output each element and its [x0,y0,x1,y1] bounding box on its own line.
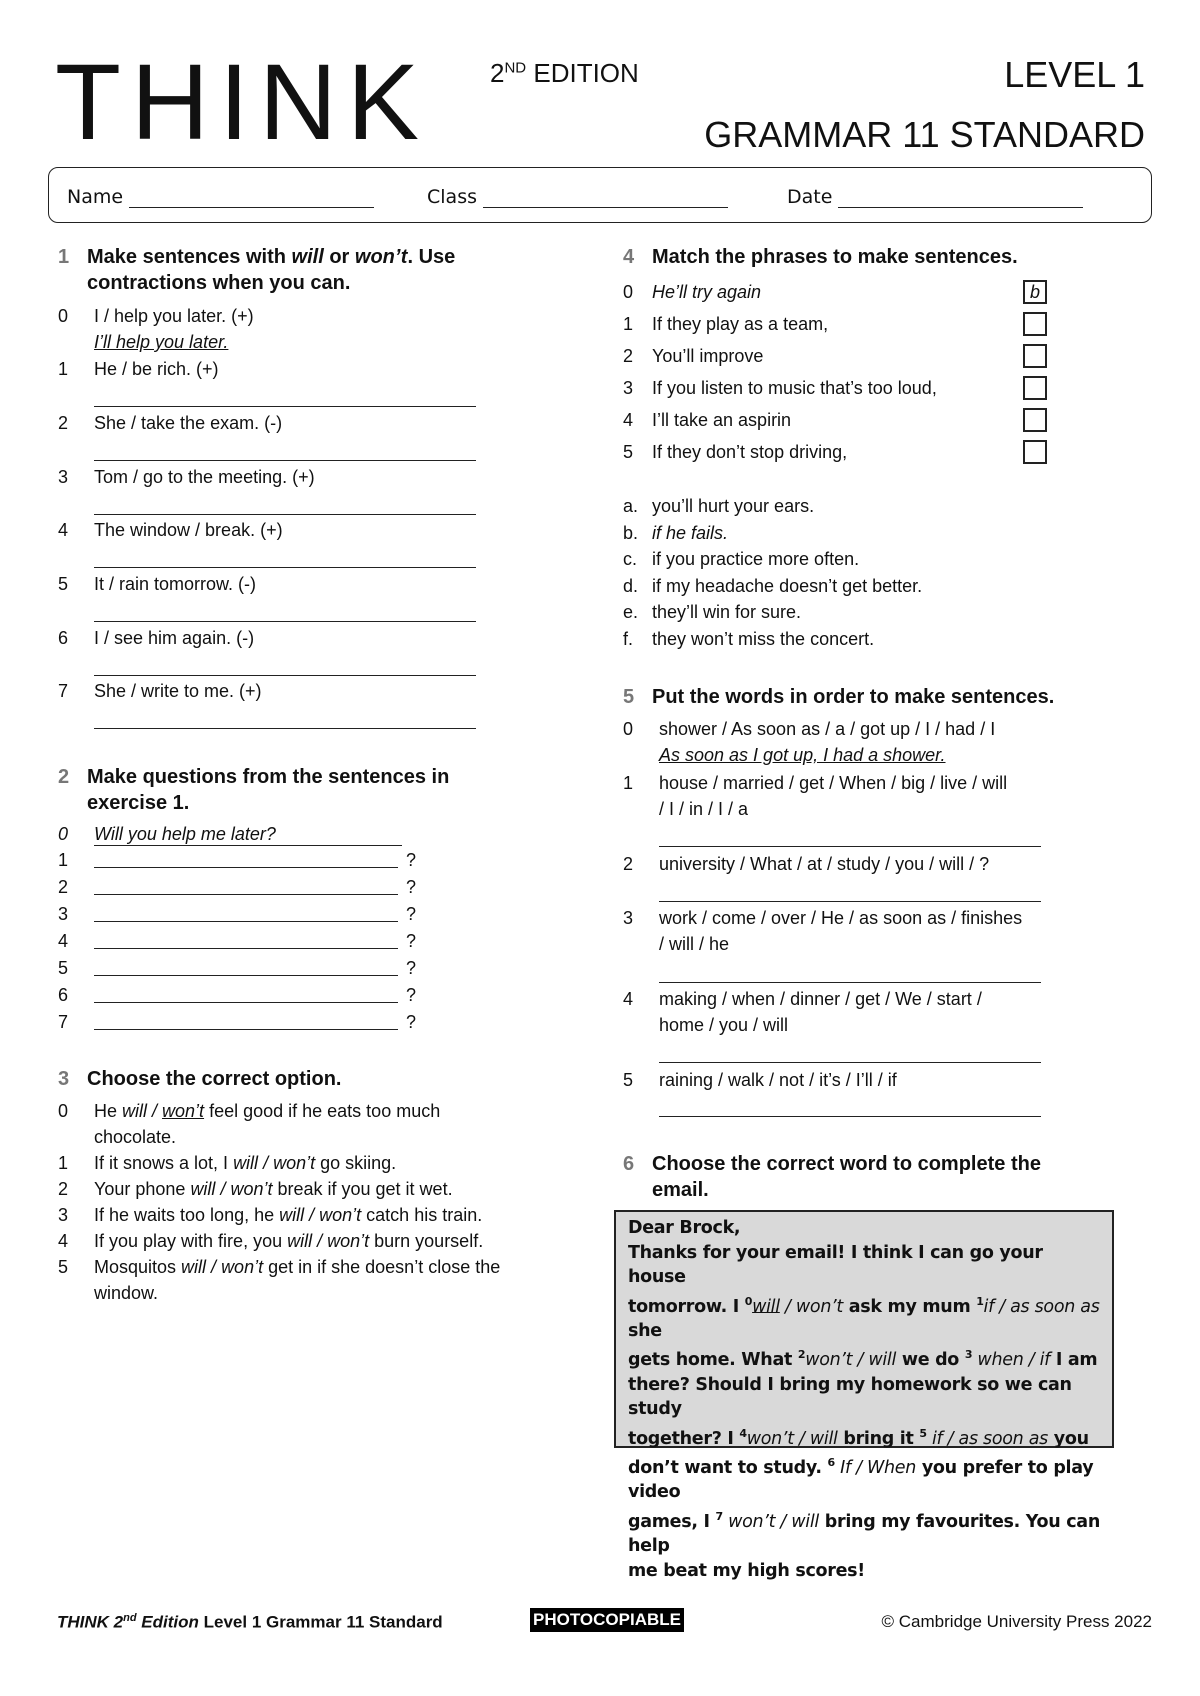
option-separator: / [215,1179,231,1199]
date-line [838,189,1083,208]
ex3-text: catch his train. [361,1205,483,1225]
ex2-answer-line[interactable] [94,894,398,895]
option-will[interactable]: will [287,1231,313,1251]
ex4-option [623,599,1083,626]
ex4-item-number: 1 [623,314,634,334]
question-mark: ? [406,958,417,978]
email-option[interactable]: / won’t [779,1296,843,1317]
ex4-item-number: 3 [623,378,634,398]
photocopiable-badge: PHOTOCOPIABLE [530,1608,684,1632]
ex4-item-2 [623,343,1063,375]
ex2-item-number: 2 [58,877,69,897]
answer-box[interactable]: b [1023,280,1047,304]
ex4-title: Match the phrases to make sentences. [652,246,1018,268]
gap-number: 2 [797,1348,806,1362]
ex1-prompt: I / help you later. (+) [94,306,254,326]
email-option[interactable]: won’t / will [746,1428,838,1449]
ex4-item-number: 5 [623,442,634,462]
ex6-heading [623,1151,1123,1203]
ex4-item-0 [623,279,1063,311]
option-text: if you practice more often. [652,549,860,569]
ex4-item-number: 0 [623,282,634,302]
ex1-title-b: . Use [407,246,456,268]
ex5-answer-line-1[interactable] [659,846,1041,847]
ex2-title-line1: Make questions from the sentences in [87,766,450,788]
ex5-example-answer: As soon as I got up, I had a shower. [659,745,946,765]
ex1-answer-line-5[interactable] [94,621,476,622]
ex3-text: get in if she doesn’t close the [263,1257,501,1277]
option-will[interactable]: will [233,1153,259,1173]
option-text: you’ll hurt your ears. [652,496,815,516]
footer-superscript: nd [123,1612,137,1624]
ex4-item-1 [623,311,1063,343]
ex3-text: go skiing. [315,1153,397,1173]
email-line [628,1290,1100,1344]
ex5-words: home / you / will [659,1015,789,1035]
ex5-words: shower / As soon as / a / got up / I / had / I [659,719,996,739]
option-wont[interactable]: won’t [273,1153,316,1173]
email-text: you [1047,1428,1089,1449]
ex1-item-4 [58,517,283,543]
ex3-text: chocolate. [94,1127,177,1147]
ex2-item-number: 1 [58,850,69,870]
class-label: Class [427,186,477,208]
ex3-text: He [94,1101,123,1121]
answer-box[interactable] [1023,408,1047,432]
ex3-text: If he waits too long, he [94,1205,280,1225]
email-text: tomorrow. I [628,1296,745,1317]
ex1-answer-line-4[interactable] [94,567,476,568]
ex1-item-3 [58,464,315,490]
ex1-item-0 [58,303,518,355]
ex2-item[interactable] [58,1009,478,1036]
email-line: me beat my high scores! [628,1560,865,1581]
ex2-question-list [58,847,478,1036]
ex3-item-4 [58,1228,568,1254]
ex3-text: burn yourself. [369,1231,484,1251]
ex4-items [623,279,1063,471]
footer-course: Level 1 Grammar 11 Standard [198,1612,443,1632]
question-mark: ? [406,877,417,897]
ex2-item-number: 6 [58,985,69,1005]
ex4-options [623,493,1083,652]
ex5-words: / I / in / I / a [659,799,749,819]
answer-box[interactable] [1023,376,1047,400]
ex3-item-number: 1 [58,1153,69,1173]
ex1-item-6 [58,625,254,651]
ex2-number: 2 [58,766,70,788]
option-separator: / [206,1257,222,1277]
option-letter: e. [623,602,639,622]
email-text: bring my favourites. You can help [628,1511,1100,1557]
ex3-heading [58,1066,558,1092]
option-will[interactable]: will [190,1179,216,1199]
email-text: gets home. What [628,1350,798,1371]
ex5-item-number: 0 [623,719,634,739]
question-mark: ? [406,904,417,924]
answer-box[interactable] [1023,344,1047,368]
ex5-item-5 [623,1067,1093,1093]
email-text: I am [1050,1350,1098,1371]
ex1-item-1 [58,356,219,382]
option-text: they won’t miss the concert. [652,628,875,649]
ex3-text: Mosquitos [94,1257,182,1277]
footer-left [57,1612,443,1633]
email-line [628,1422,1100,1451]
email-box [614,1210,1114,1581]
ex4-phrase: If you listen to music that’s too loud, [652,378,937,398]
ex4-phrase: You’ll improve [652,346,764,366]
ex4-option [623,546,1083,573]
ex4-number: 4 [623,246,635,268]
ex3-item-number: 4 [58,1231,69,1251]
ex4-phrase: I’ll take an aspirin [652,410,792,430]
class-line [483,189,728,208]
worksheet-title: GRAMMAR 11 STANDARD [704,114,1145,155]
email-option[interactable]: won’t / will [722,1511,819,1532]
ex3-text: If you play with fire, you [94,1231,288,1251]
ex2-answer-line[interactable] [94,921,398,922]
date-field[interactable] [787,186,1083,208]
date-label: Date [787,186,833,208]
email-line [628,1343,1100,1372]
option-text: they’ll win for sure. [652,602,802,622]
ex4-item-3 [623,375,1063,407]
student-info-box [48,167,1152,223]
option-text: if my headache doesn’t get better. [652,575,923,596]
ex2-item[interactable] [58,955,478,982]
email-text: you prefer to play video [628,1457,1094,1503]
ex3-text: feel good if he eats too much [204,1101,441,1121]
copyright: © Cambridge University Press 2022 [881,1612,1152,1631]
ex1-item-number: 6 [58,628,69,648]
level-label: LEVEL 1 [1004,54,1145,95]
ex3-item-number: 0 [58,1101,69,1121]
email-text: games, I [628,1511,716,1532]
ex5-item-number: 3 [623,908,634,928]
ex3-item-3 [58,1202,568,1228]
ex1-answer-line-6[interactable] [94,675,476,676]
ex1-prompt: He / be rich. (+) [94,359,219,379]
ex3-item-number: 3 [58,1205,69,1225]
ex1-item-5 [58,571,256,597]
ex1-title-will: will [291,246,324,268]
ex5-item-1 [623,770,1093,822]
email-text: bring it [837,1428,920,1449]
ex4-option [623,626,1083,653]
ex1-prompt: She / write to me. (+) [94,681,262,701]
ex2-title-line2: exercise 1. [87,792,190,814]
ex3-text: window. [94,1283,159,1303]
option-wont[interactable]: won’t [319,1205,362,1225]
option-letter: b. [623,522,639,543]
edition-number: 2 [490,58,505,88]
ex5-item-number: 1 [623,773,634,793]
ex1-item-7 [58,678,262,704]
ex4-phrase: He’ll try again [652,282,762,302]
option-text: if he fails. [652,522,729,543]
gap-number: 4 [739,1426,747,1440]
ex3-number: 3 [58,1068,70,1090]
ex4-option [623,573,1083,600]
option-wont-selected[interactable]: won’t [162,1101,205,1121]
ex2-answer-line[interactable] [94,975,398,976]
ex4-option [623,493,1083,520]
gap-number: 3 [964,1348,973,1362]
ex3-item-0 [58,1098,568,1150]
option-wont[interactable]: won’t [230,1179,273,1199]
ex5-answer-line-5[interactable] [659,1116,1041,1117]
ex5-answer-line-3[interactable] [659,982,1041,983]
ex6-number: 6 [623,1153,635,1175]
edition-superscript: ND [504,59,527,77]
ex3-text: If it snows a lot, I [94,1153,234,1173]
ex1-prompt: Tom / go to the meeting. (+) [94,467,315,487]
ex1-answer-line-7[interactable] [94,728,476,729]
ex2-item[interactable] [58,874,478,901]
ex1-prompt: The window / break. (+) [94,520,283,540]
ex3-item-1 [58,1150,568,1176]
option-will[interactable]: will [279,1205,305,1225]
ex1-item-number: 1 [58,359,69,379]
ex3-list [58,1098,568,1306]
option-letter: a. [623,496,639,516]
ex1-item-number: 3 [58,467,69,487]
ex3-item-number: 5 [58,1257,69,1277]
ex3-title: Choose the correct option. [87,1068,342,1090]
ex2-item[interactable] [58,847,478,874]
ex1-item-number: 7 [58,681,69,701]
ex5-words: / will / he [659,934,730,954]
ex2-item-number: 5 [58,958,69,978]
ex5-item-number: 4 [623,989,634,1009]
ex5-words: work / come / over / He / as soon as / finishes [659,908,1023,928]
ex5-words: raining / walk / not / it’s / I’ll / if [659,1070,897,1090]
ex1-prompt: I / see him again. (-) [94,628,255,648]
option-will[interactable]: will [181,1257,207,1277]
ex1-answer-line-3[interactable] [94,514,476,515]
email-option[interactable]: won’t / will [805,1350,897,1371]
ex2-item[interactable] [58,982,478,1009]
email-option[interactable]: if / as soon as [926,1428,1048,1449]
ex1-example-answer: I’ll help you later. [94,332,229,352]
email-option[interactable]: If / When [834,1457,917,1478]
ex1-title-line2: contractions when you can. [87,272,351,294]
ex1-title-wont: won’t [354,246,408,268]
ex1-number: 1 [58,246,70,268]
email-text: we do [896,1350,965,1371]
ex1-answer-line-2[interactable] [94,460,476,461]
name-line [129,189,374,208]
email-text: together? I [628,1428,740,1449]
option-separator: / [304,1205,320,1225]
class-field[interactable] [427,186,728,208]
email-text: ask my mum [842,1296,977,1317]
ex2-item-number: 7 [58,1012,69,1032]
question-mark: ? [406,985,417,1005]
gap-number: 1 [976,1294,984,1308]
ex5-words: university / What / at / study / you / will / ? [659,854,990,874]
ex1-answer-line-1[interactable] [94,406,476,407]
ex2-answer-line[interactable] [94,948,398,949]
ex5-number: 5 [623,686,635,708]
ex3-item-2 [58,1176,568,1202]
answer-box[interactable] [1023,440,1047,464]
ex4-item-5 [623,439,1063,471]
ex5-words: making / when / dinner / get / We / start / [659,989,982,1009]
option-separator: / [258,1153,274,1173]
ex1-item-number: 5 [58,574,69,594]
answer-box[interactable] [1023,312,1047,336]
ex1-item-number: 0 [58,306,69,326]
email-option-selected[interactable]: will [752,1296,780,1317]
ex6-title-line2: email. [652,1179,709,1201]
email-line [628,1451,1100,1505]
ex2-heading [58,764,558,816]
ex2-item[interactable] [58,928,478,955]
ex2-answer-line[interactable] [94,1029,398,1030]
ex5-item-number: 5 [623,1070,634,1090]
ex1-heading [58,244,558,296]
ex3-item-5 [58,1254,568,1306]
ex3-text: break if you get it wet. [272,1179,453,1199]
ex1-prompt: She / take the exam. (-) [94,413,283,433]
ex5-item-3 [623,905,1093,957]
gap-number: 7 [715,1509,723,1523]
ex2-item-number: 3 [58,904,69,924]
email-text: she [628,1320,662,1341]
email-line: there? Should I bring my homework so we can study [628,1374,1072,1420]
option-separator: / [312,1231,328,1251]
option-will[interactable]: will [122,1101,148,1121]
ex5-item-2 [623,851,1093,877]
ex2-answer-line[interactable] [94,1002,398,1003]
ex4-item-4 [623,407,1063,439]
ex2-item-0 [58,821,518,847]
ex5-answer-line-4[interactable] [659,1062,1041,1063]
option-letter: c. [623,549,638,569]
email-line: Thanks for your email! I think I can go your house [628,1242,1043,1287]
ex5-title: Put the words in order to make sentences. [652,686,1055,708]
footer-edition: Edition [136,1612,199,1632]
email-option[interactable]: when / if [972,1350,1051,1371]
ex2-item-number: 4 [58,931,69,951]
ex4-heading [623,244,1123,270]
question-mark: ? [406,1012,417,1032]
ex5-heading [623,684,1123,710]
ex4-item-number: 4 [623,410,634,430]
ex1-item-number: 4 [58,520,69,540]
email-text: don’t want to study. [628,1457,828,1478]
ex5-item-0 [623,716,1093,768]
brand-logo: THINK [55,41,429,162]
email-greeting: Dear Brock, [628,1218,741,1238]
ex2-answer-line[interactable] [94,867,398,868]
ex5-words: house / married / get / When / big / live / will [659,773,1008,793]
gap-number: 0 [744,1294,753,1308]
option-letter: f. [623,628,634,649]
option-wont[interactable]: won’t [221,1257,264,1277]
ex1-item-number: 2 [58,413,69,433]
ex2-item-number: 0 [58,824,69,844]
gap-number: 6 [827,1455,835,1469]
ex4-phrase: If they play as a team, [652,314,829,334]
ex2-example-answer: Will you help me later? [94,823,402,846]
email-option[interactable]: if / as soon as [983,1296,1100,1317]
option-separator: / [147,1101,163,1121]
ex1-title-a: Make sentences with [87,246,292,268]
email-line [628,1505,1100,1559]
name-label: Name [67,186,124,208]
ex1-title-or: or [323,246,355,268]
footer-brand: THINK 2 [57,1612,124,1632]
ex4-item-number: 2 [623,346,634,366]
question-mark: ? [406,850,417,870]
ex2-item[interactable] [58,901,478,928]
question-mark: ? [406,931,417,951]
gap-number: 5 [919,1426,927,1440]
ex4-phrase: If they don’t stop driving, [652,442,848,462]
ex5-item-4 [623,986,1093,1038]
ex5-answer-line-2[interactable] [659,901,1041,902]
option-letter: d. [623,575,639,596]
ex3-item-number: 2 [58,1179,69,1199]
name-field[interactable] [67,186,374,208]
ex5-item-number: 2 [623,854,634,874]
edition-word: EDITION [526,58,639,88]
ex3-text: Your phone [94,1179,191,1199]
ex4-option [623,520,1083,547]
option-wont[interactable]: won’t [327,1231,370,1251]
edition-label [490,58,639,89]
ex6-title-line1: Choose the correct word to complete the [652,1153,1041,1175]
ex1-prompt: It / rain tomorrow. (-) [94,574,257,594]
ex1-item-2 [58,410,282,436]
